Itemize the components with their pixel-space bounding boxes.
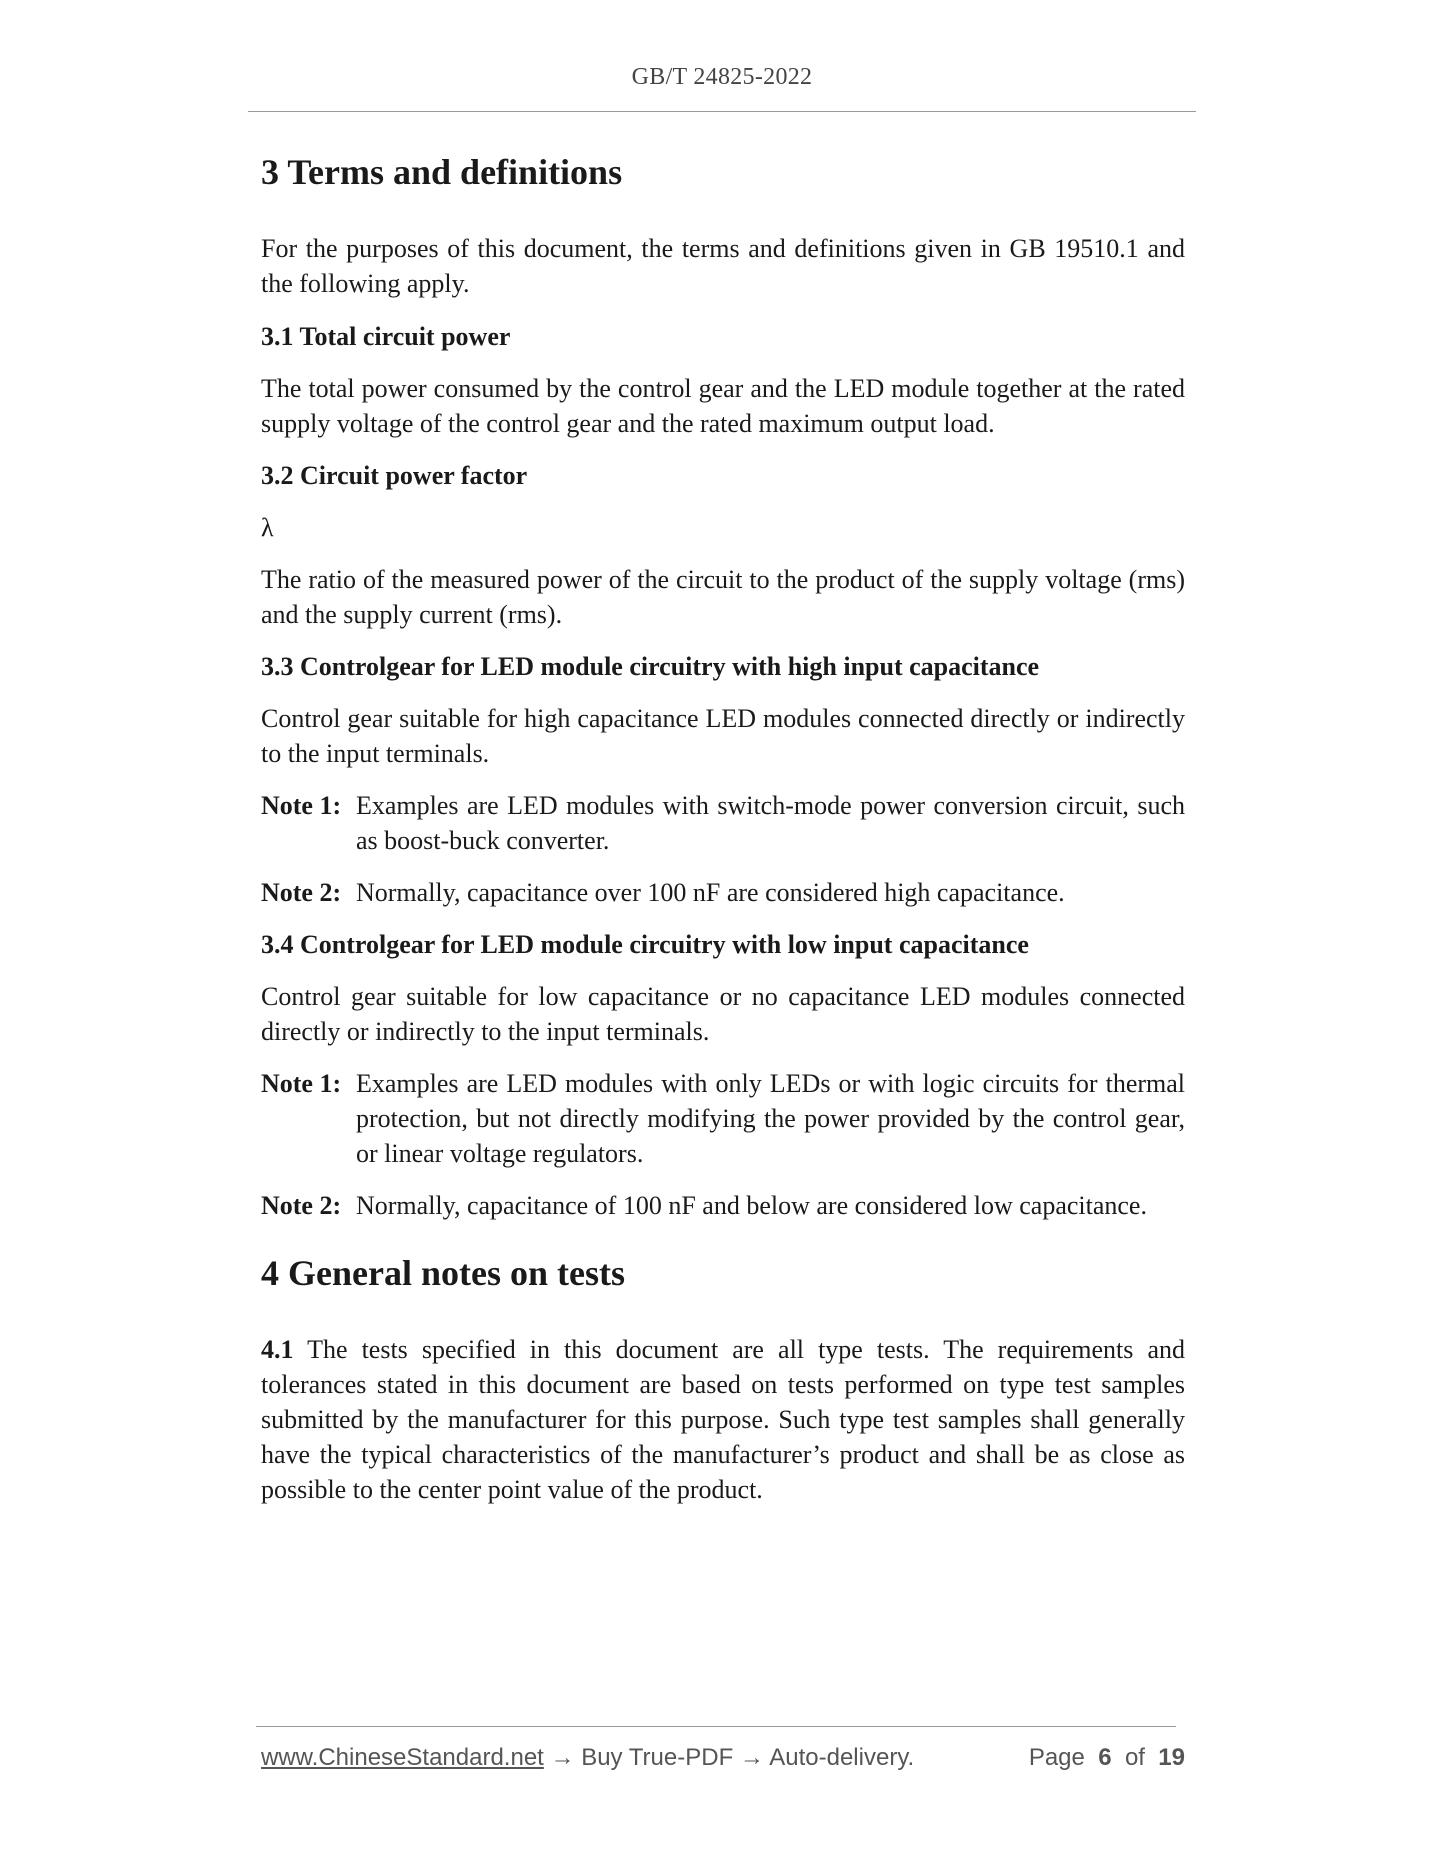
- clause-number: 4.1: [261, 1335, 294, 1364]
- term-3-3-note-2: [261, 875, 1185, 910]
- total-pages-number: 19: [1158, 1744, 1185, 1771]
- term-3-1-heading: 3.1 Total circuit power: [261, 322, 511, 351]
- website-link[interactable]: www.ChineseStandard.net: [261, 1744, 544, 1771]
- header-divider: [248, 111, 1196, 112]
- section-3-title: 3 Terms and definitions: [261, 152, 623, 192]
- note-text: Normally, capacitance of 100 nF and below are considered low capacitance.: [356, 1191, 1147, 1220]
- of-word: of: [1124, 1744, 1145, 1771]
- section-4-title: 4 General notes on tests: [261, 1253, 625, 1293]
- note-text: Examples are LED modules with only LEDs or with logic circuits for thermal protection, but not directly modifying the power provided by the control gear, or linear voltage regulators.: [356, 1069, 1185, 1168]
- page-word: Page: [1028, 1744, 1085, 1771]
- note-label: Note 1:: [261, 791, 342, 820]
- term-3-1-definition: The total power consumed by the control gear and the LED module together at the rated supply voltage of the control gear and the rated maximum output load.: [261, 374, 1185, 438]
- term-3-2-symbol: λ: [261, 513, 274, 542]
- arrow-right-icon: →: [550, 1744, 575, 1771]
- note-label: Note 1:: [261, 1069, 342, 1098]
- term-3-4-definition: Control gear suitable for low capacitance or no capacitance LED modules connected directly or indirectly to the input terminals.: [261, 982, 1185, 1046]
- delivery-text: Auto-delivery.: [769, 1744, 915, 1771]
- term-3-3-heading: 3.3 Controlgear for LED module circuitry with high input capacitance: [261, 652, 1040, 681]
- arrow-right-icon: →: [739, 1744, 764, 1771]
- term-3-4-note-2: [261, 1188, 1185, 1223]
- term-3-3-definition: Control gear suitable for high capacitance LED modules connected directly or indirectly to the input terminals.: [261, 704, 1185, 768]
- section-3-intro: For the purposes of this document, the terms and definitions given in GB 19510.1 and the following apply.: [261, 234, 1185, 298]
- page-content: [261, 150, 1185, 1507]
- clause-text: The tests specified in this document are all type tests. The requirements and tolerances stated in this document are based on tests performed on type test samples submitted by the manufacturer for this purpose. Such type test samples shall generally have the typical characteristics of the manufacturer’s product and shall be as close as possible to the center point value of the product.: [261, 1335, 1185, 1504]
- note-text: Normally, capacitance over 100 nF are considered high capacitance.: [356, 878, 1065, 907]
- term-3-3-note-1: [261, 788, 1185, 858]
- page-footer: [261, 1744, 1185, 1772]
- note-label: Note 2:: [261, 878, 342, 907]
- term-3-4-note-1: [261, 1066, 1185, 1171]
- term-3-2-definition: The ratio of the measured power of the circuit to the product of the supply voltage (rms) and the supply current (rms).: [261, 565, 1185, 629]
- document-id-header: GB/T 24825-2022: [631, 64, 813, 90]
- term-3-2-heading: 3.2 Circuit power factor: [261, 461, 528, 490]
- footer-divider: [256, 1726, 1176, 1727]
- page-counter: [1029, 1744, 1185, 1772]
- term-3-4-heading: 3.4 Controlgear for LED module circuitry with low input capacitance: [261, 930, 1029, 959]
- clause-4-1: [261, 1332, 1185, 1507]
- current-page-number: 6: [1098, 1744, 1112, 1771]
- buy-pdf-text: Buy True-PDF: [581, 1744, 734, 1771]
- note-label: Note 2:: [261, 1191, 342, 1220]
- note-text: Examples are LED modules with switch-mode power conversion circuit, such as boost-buck converter.: [356, 791, 1185, 855]
- footer-promo: [261, 1744, 914, 1772]
